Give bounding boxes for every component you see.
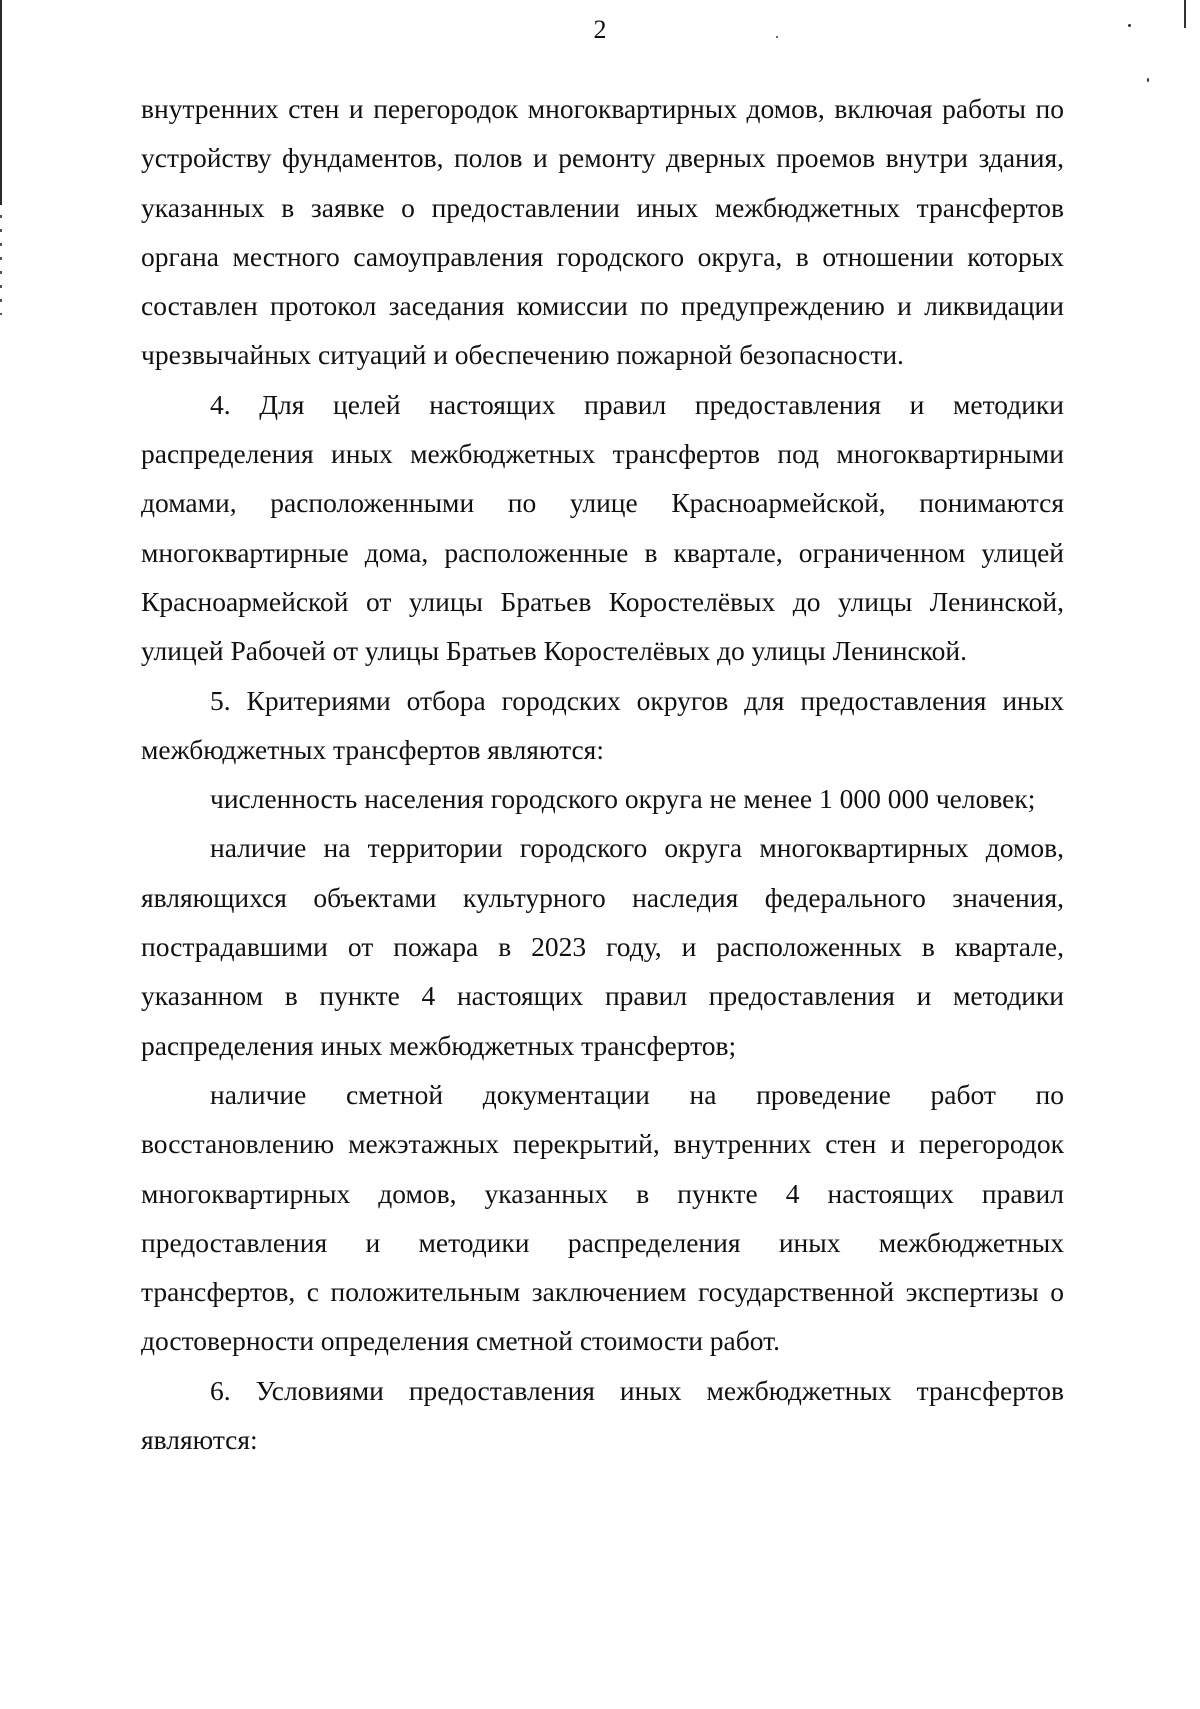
paragraph-criterion-heritage: наличие на территории городского округа многоквартирных домов, являющихся объектами культурного наследия федерального значения, пострадавшими от пожара в 2023 году, и расположенных в квартале, указанном в пункте 4 настоящих правил предоставления и методики распределения иных межбюджетных трансфертов;: [141, 832, 1064, 1061]
paragraph-criterion-population: численность населения городского округа не менее 1 000 000 человек;: [210, 783, 1036, 815]
paragraph-criterion-estimate: наличие сметной документации на проведение работ по восстановлению межэтажных перекрытий, внутренних стен и перегородок многоквартирных домов, указанных в пункте 4 настоящих правил предоставления и методики распределения иных межбюджетных трансфертов, с положительным заключением государственной экспертизы о достоверности определения сметной стоимости работ.: [141, 1078, 1064, 1357]
scan-speck: [1147, 78, 1149, 82]
page-number: 2: [593, 15, 607, 44]
scan-edge-marks: [0, 215, 2, 315]
paragraph-continuation: внутренних стен и перегородок многоквартирных домов, включая работы по устройству фундаментов, полов и ремонту дверных проемов внутри здания, указанных в заявке о предоставлении иных межбюджетных трансфертов органа местного самоуправления городского округа, в отношении которых составлен протокол заседания комиссии по предупреждению и ликвидации чрезвычайных ситуаций и обеспечению пожарной безопасности.: [141, 93, 1064, 371]
paragraph-item-5: 5. Критериями отбора городских округов для предоставления иных межбюджетных трансфертов являются:: [141, 684, 1064, 765]
document-body: [141, 84, 1064, 1464]
paragraph-item-6: 6. Условиями предоставления иных межбюджетных трансфертов являются:: [141, 1374, 1064, 1456]
paragraph-item-4: 4. Для целей настоящих правил предоставления и методики распределения иных межбюджетных трансфертов под многоквартирными домами, расположенными по улице Красноармейской, понимаются многоквартирные дома, расположенные в квартале, ограниченном улицей Красноармейской от улицы Братьев Коростелёвых до улицы Ленинской, улицей Рабочей от улицы Братьев Коростелёвых до улицы Ленинской.: [141, 388, 1064, 667]
